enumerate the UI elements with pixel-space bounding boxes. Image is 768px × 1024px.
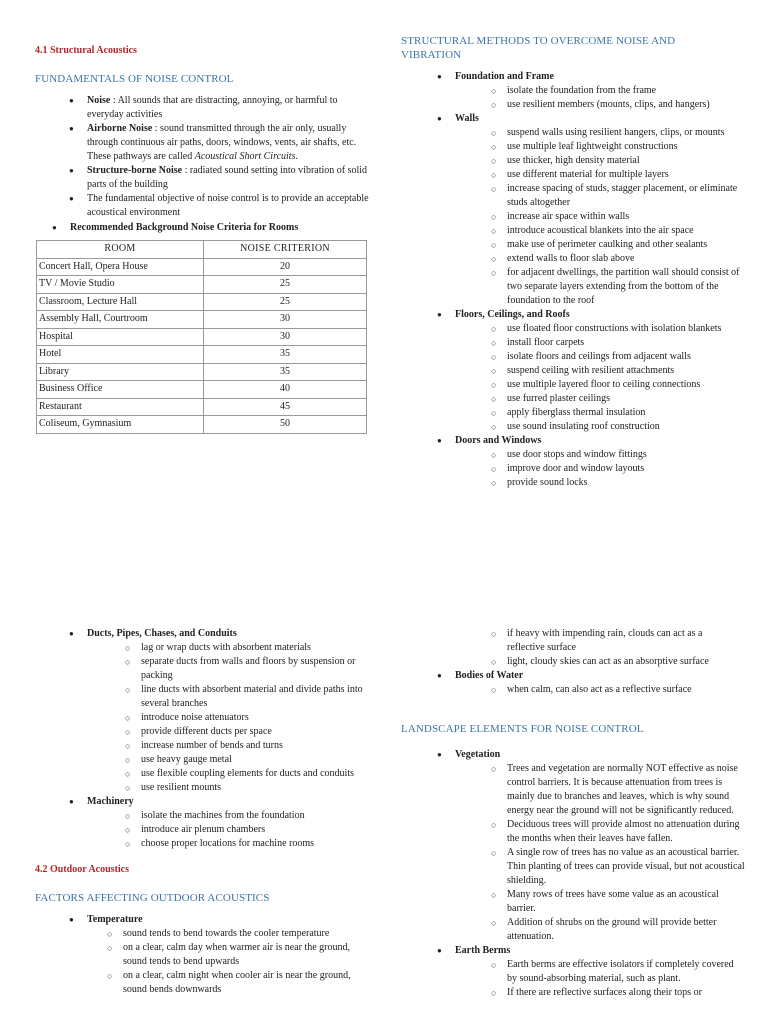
sub-list-item: ○ suspend ceiling with resilient attachments [491, 364, 746, 378]
sub-list-item: ○ Trees and vegetation are normally NOT effective as noise control barriers. It is because attenuation from trees is mainly due to branches and leaves, which is why sound energy near the ground will not be significantly reduced. [491, 762, 746, 818]
sub-list-item: ○ on a clear, calm night when cooler air is near the ground, sound bends downwards [107, 969, 369, 997]
sub-list [491, 448, 746, 490]
criterion-cell: 35 [204, 346, 367, 364]
criterion-cell: 20 [204, 258, 367, 276]
sub-list [125, 641, 369, 795]
table-row [37, 311, 367, 329]
criterion-cell: 35 [204, 363, 367, 381]
group-heading: Doors and Windows [455, 435, 542, 446]
room-cell: Hotel [37, 346, 204, 364]
right-bottom-column [401, 627, 746, 1000]
sub-list-item: ○ use flexible coupling elements for ducts and conduits [125, 767, 369, 781]
vegetation-heading: Vegetation [455, 749, 501, 760]
sub-list-item: ○ lag or wrap ducts with absorbent materials [125, 641, 369, 655]
temperature-list [69, 913, 369, 997]
def-structure-borne-noise: : radiated sound setting into vibration of solid parts of the building [87, 165, 368, 190]
list-item [69, 122, 369, 164]
right-top-column [401, 34, 746, 490]
room-cell: Classroom, Lecture Hall [37, 293, 204, 311]
section-title-outdoor-acoustics: 4.2 Outdoor Acoustics [35, 864, 129, 875]
sub-list-item: ○ use door stops and window fittings [491, 448, 746, 462]
left-top-column [35, 44, 370, 434]
group-heading: Machinery [87, 796, 134, 807]
table-row [37, 328, 367, 346]
sub-list-item: ○ choose proper locations for machine rooms [125, 837, 369, 851]
sub-list-item: ○ A single row of trees has no value as an acoustical barrier. Thin planting of trees can provide visual, but not acoustical shielding. [491, 846, 746, 888]
list-item [69, 795, 369, 851]
term-noise: Noise [87, 95, 111, 106]
sub-list [491, 126, 746, 308]
water-sublist [491, 683, 746, 697]
recommended-label: Recommended Background Noise Criteria for Rooms [70, 222, 299, 233]
term-acoustical-short-circuits: Acoustical Short Circuits [194, 151, 296, 162]
list-item [69, 913, 369, 997]
sub-list-item: ○ introduce air plenum chambers [125, 823, 369, 837]
group-heading: Walls [455, 113, 479, 124]
section-title-structural-acoustics: 4.1 Structural Acoustics [35, 45, 137, 56]
list-item [69, 627, 369, 795]
sub-list [491, 84, 746, 112]
temperature-sublist [107, 927, 369, 997]
heading-structural-methods: STRUCTURAL METHODS TO OVERCOME NOISE AND VIBRATION [401, 35, 676, 61]
sub-list-item: ○ increase air space within walls [491, 210, 746, 224]
sub-list-item: ○ isolate the machines from the foundation [125, 809, 369, 823]
sub-list [125, 809, 369, 851]
sub-list-item: ○ if heavy with impending rain, clouds can act as a reflective surface [491, 627, 731, 655]
list-item [437, 748, 746, 944]
sub-list-item: ○ use furred plaster ceilings [491, 392, 746, 406]
sub-list-item: ○ apply fiberglass thermal insulation [491, 406, 746, 420]
header-room: ROOM [37, 241, 204, 259]
table-row [37, 381, 367, 399]
room-cell: Assembly Hall, Courtroom [37, 311, 204, 329]
list-item [69, 164, 369, 192]
group-heading: Floors, Ceilings, and Roofs [455, 309, 570, 320]
table-row [37, 276, 367, 294]
list-item [437, 944, 746, 1000]
sub-list-item: ○ use thicker, high density material [491, 154, 746, 168]
landscape-list [437, 748, 746, 1000]
group-heading: Foundation and Frame [455, 71, 554, 82]
sub-list-item: ○ isolate floors and ceilings from adjacent walls [491, 350, 746, 364]
table-row [37, 416, 367, 434]
heading-landscape-elements: LANDSCAPE ELEMENTS FOR NOISE CONTROL [401, 723, 644, 735]
sub-list-item: ○ isolate the foundation from the frame [491, 84, 746, 98]
sub-list-item: ○ increase spacing of studs, stagger placement, or eliminate studs altogether [491, 182, 746, 210]
sub-list-item: ○ on a clear, calm day when warmer air is near the ground, sound tends to bend upwards [107, 941, 369, 969]
sub-list-item: ○ introduce acoustical blankets into the air space [491, 224, 746, 238]
criterion-cell: 50 [204, 416, 367, 434]
list-item [437, 112, 746, 308]
ducts-machinery-list [69, 627, 369, 851]
sub-list-item: ○ use resilient members (mounts, clips, and hangers) [491, 98, 746, 112]
sub-list-item: ○ use resilient mounts [125, 781, 369, 795]
earth-berms-heading: Earth Berms [455, 945, 511, 956]
table-row [37, 363, 367, 381]
header-noise-criterion: NOISE CRITERION [204, 241, 367, 259]
criterion-cell: 30 [204, 328, 367, 346]
criterion-cell: 25 [204, 293, 367, 311]
sub-list-item: ○ when calm, can also act as a reflective surface [491, 683, 746, 697]
list-item [437, 669, 746, 697]
room-cell: Concert Hall, Opera House [37, 258, 204, 276]
sub-list-item: ○ use floated floor constructions with isolation blankets [491, 322, 746, 336]
heading-fundamentals: FUNDAMENTALS OF NOISE CONTROL [35, 73, 234, 85]
group-list [69, 627, 369, 851]
sub-list-item: ○ provide sound locks [491, 476, 746, 490]
list-item [69, 192, 369, 220]
sub-list-item: ○ use sound insulating roof construction [491, 420, 746, 434]
sub-list-item: ○ suspend walls using resilient hangers, clips, or mounts [491, 126, 746, 140]
table-row [37, 293, 367, 311]
sub-list [491, 322, 746, 434]
structural-methods-list [437, 70, 746, 490]
room-cell: TV / Movie Studio [37, 276, 204, 294]
sub-list-item: ○ Deciduous trees will provide almost no attenuation during the months when their leaves have fallen. [491, 818, 746, 846]
term-airborne-noise: Airborne Noise [87, 123, 153, 134]
sub-list-item: ○ use multiple layered floor to ceiling connections [491, 378, 746, 392]
list-item [437, 308, 746, 434]
table-row [37, 398, 367, 416]
criterion-cell: 40 [204, 381, 367, 399]
criterion-cell: 45 [204, 398, 367, 416]
recommended-list [52, 221, 370, 235]
clouds-sublist [491, 627, 731, 669]
sub-list-item: ○ install floor carpets [491, 336, 746, 350]
temperature-heading: Temperature [87, 914, 143, 925]
sub-list-item: ○ use multiple leaf lightweight constructions [491, 140, 746, 154]
def-tail: . [295, 151, 298, 162]
sub-list-item: ○ improve door and window layouts [491, 462, 746, 476]
vegetation-sublist [491, 762, 746, 944]
list-item [69, 94, 369, 122]
term-structure-borne-noise: Structure-borne Noise [87, 165, 183, 176]
sub-list-item: ○ Many rows of trees have some value as an acoustical barrier. [491, 888, 746, 916]
sub-list-item: ○ extend walls to floor slab above [491, 252, 746, 266]
sub-list-item: ○ light, cloudy skies can act as an absorptive surface [491, 655, 731, 669]
sub-list-item: ○ separate ducts from walls and floors by suspension or packing [125, 655, 369, 683]
def-noise: : All sounds that are distracting, annoying, or harmful to everyday activities [87, 95, 338, 120]
fundamentals-list [69, 94, 369, 220]
sub-list-item: ○ use different material for multiple layers [491, 168, 746, 182]
earth-berms-sublist [491, 958, 746, 1000]
table-row [37, 346, 367, 364]
room-cell: Library [37, 363, 204, 381]
fundamental-objective-text: The fundamental objective of noise control is to provide an acceptable acoustical environment [87, 193, 369, 218]
list-item [437, 434, 746, 490]
sub-list-item: ○ line ducts with absorbent material and divide paths into several branches [125, 683, 369, 711]
criterion-cell: 30 [204, 311, 367, 329]
room-cell: Coliseum, Gymnasium [37, 416, 204, 434]
room-cell: Restaurant [37, 398, 204, 416]
bodies-of-water-heading: Bodies of Water [455, 670, 524, 681]
def-airborne-noise: : sound transmitted through the air only, usually through continuous air paths, doors, windows, vents, air shafts, etc. These pathways are called [87, 123, 357, 162]
water-list [437, 669, 746, 697]
criterion-cell: 25 [204, 276, 367, 294]
sub-list-item: ○ Addition of shrubs on the ground will provide better attenuation. [491, 916, 746, 944]
sub-list-item: ○ If there are reflective surfaces along their tops or [491, 986, 746, 1000]
group-heading: Ducts, Pipes, Chases, and Conduits [87, 628, 237, 639]
heading-factors-outdoor: FACTORS AFFECTING OUTDOOR ACOUSTICS [35, 892, 270, 904]
list-item [437, 70, 746, 112]
sub-list-item: ○ provide different ducts per space [125, 725, 369, 739]
table-body [37, 258, 367, 433]
sub-list-item: ○ Earth berms are effective isolators if completely covered by sound-absorbing material, such as plant. [491, 958, 746, 986]
noise-criteria-table [36, 240, 367, 434]
room-cell: Hospital [37, 328, 204, 346]
sub-list-item: ○ for adjacent dwellings, the partition wall should consist of two separate layers extending from the bottom of the foundation to the roof [491, 266, 746, 308]
group-list [437, 70, 746, 490]
sub-list-item: ○ sound tends to bend towards the cooler temperature [107, 927, 369, 941]
list-item [52, 221, 370, 235]
sub-list-item: ○ increase number of bends and turns [125, 739, 369, 753]
table-row [37, 258, 367, 276]
sub-list-item: ○ make use of perimeter caulking and other sealants [491, 238, 746, 252]
room-cell: Business Office [37, 381, 204, 399]
sub-list-item: ○ use heavy gauge metal [125, 753, 369, 767]
left-bottom-column [35, 627, 370, 997]
sub-list-item: ○ introduce noise attenuators [125, 711, 369, 725]
